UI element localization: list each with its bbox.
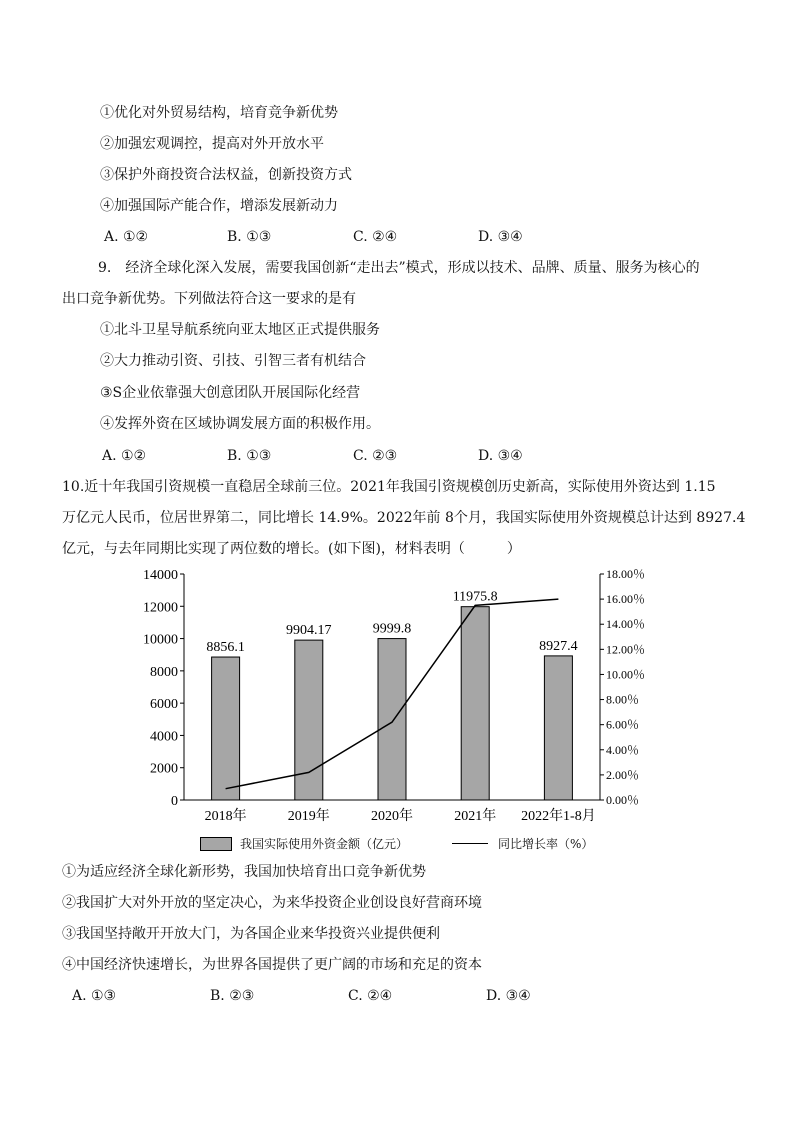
bar-data-label: 9999.8 (372, 621, 412, 637)
y2-tick-label: 6.00％ (606, 717, 640, 732)
y2-tick-label: 18.00％ (606, 567, 646, 581)
q10-option-d: D. ③④ (486, 988, 531, 1004)
y-tick-label: 6000 (150, 697, 178, 713)
q9-item-2: ②大力推动引资、引技、引智三者有机结合 (100, 353, 366, 369)
y2-tick-label: 12.00％ (606, 642, 646, 657)
legend-bar-swatch (200, 837, 232, 851)
q9-option-b: B. ①③ (227, 448, 272, 464)
bar-data-label: 8856.1 (206, 640, 245, 656)
q8-option-a: A. ①② (104, 229, 149, 245)
y2-tick-label: 10.00％ (606, 667, 646, 682)
y-tick-label: 8000 (150, 664, 178, 680)
y-tick-label: 14000 (143, 568, 178, 583)
bar (295, 640, 323, 800)
bar (212, 657, 240, 800)
legend-line-swatch (452, 843, 488, 844)
q10-item-1: ①为适应经济全球化新形势，我国加快培育出口竞争新优势 (62, 864, 426, 880)
q8-option-c: C. ②④ (353, 229, 398, 245)
q9-option-c: C. ②③ (353, 448, 398, 464)
y-tick-label: 0 (171, 794, 178, 809)
q10-item-4: ④中国经济快速增长，为世界各国提供了更广阔的市场和充足的资本 (62, 957, 482, 973)
q10-option-a: A. ①③ (72, 988, 117, 1004)
y-tick-label: 2000 (150, 761, 178, 777)
y2-tick-label: 14.00％ (606, 617, 646, 632)
x-tick-label: 2022年1-8月 (521, 809, 596, 824)
bar (544, 656, 572, 800)
y-tick-label: 4000 (150, 729, 178, 745)
q9-stem-line-2: 出口竞争新优势。下列做法符合这一要求的是有 (62, 291, 356, 307)
legend-bar-label: 我国实际使用外资金额（亿元） (240, 837, 409, 851)
bar-data-label: 9904.17 (286, 623, 332, 639)
q10-item-3: ③我国坚持敞开开放大门，为各国企业来华投资兴业提供便利 (62, 926, 440, 942)
x-tick-label: 2018年 (204, 809, 247, 824)
q10-option-c: C. ②④ (348, 988, 393, 1004)
q9-item-3: ③S企业依靠强大创意团队开展国际化经营 (100, 385, 361, 401)
q9-stem-line-1: 9. 经济全球化深入发展，需要我国创新“走出去”模式，形成以技术、品牌、质量、服务为核心的 (98, 260, 700, 276)
q9-item-4: ④发挥外资在区域协调发展方面的积极作用。 (100, 416, 380, 432)
bar (378, 639, 406, 800)
x-tick-label: 2021年 (454, 809, 497, 824)
q9-option-d: D. ③④ (478, 448, 523, 464)
legend-line-label: 同比增长率（%） (498, 837, 594, 851)
q8-option-b: B. ①③ (227, 229, 272, 245)
q8-item-1: ①优化对外贸易结构，培育竞争新优势 (100, 105, 338, 121)
q10-stem-line-3: 亿元，与去年同期比实现了两位数的增长。(如下图)，材料表明（ ） (62, 541, 521, 557)
y2-tick-label: 4.00％ (606, 742, 640, 757)
y2-tick-label: 16.00％ (606, 592, 646, 607)
x-tick-label: 2020年 (371, 809, 413, 824)
q9-item-1: ①北斗卫星导航系统向亚太地区正式提供服务 (100, 322, 380, 338)
q8-item-2: ②加强宏观调控，提高对外开放水平 (100, 136, 324, 152)
q8-item-3: ③保护外商投资合法权益，创新投资方式 (100, 167, 352, 183)
q10-stem-line-2: 万亿元人民币，位居世界第二，同比增长 14.9%。2022年前 8个月，我国实际使用外资规模总计达到 8927.4 (62, 510, 746, 526)
fdi-chart (130, 562, 670, 860)
y2-tick-label: 8.00％ (606, 692, 640, 707)
x-tick-label: 2019年 (287, 809, 330, 824)
bar-data-label: 11975.8 (452, 589, 498, 605)
q10-option-b: B. ②③ (210, 988, 255, 1004)
y-tick-label: 10000 (143, 632, 178, 648)
q8-item-4: ④加强国际产能合作，增添发展新动力 (100, 198, 338, 214)
y2-tick-label: 0.00％ (606, 793, 640, 807)
fdi-chart-plot (130, 562, 670, 832)
q9-option-a: A. ①② (102, 448, 147, 464)
q10-item-2: ②我国扩大对外开放的坚定决心，为来华投资企业创设良好营商环境 (62, 895, 482, 911)
q8-option-d: D. ③④ (478, 229, 523, 245)
q10-stem-line-1: 10.近十年我国引资规模一直稳居全球前三位。2021年我国引资规模创历史新高，实际使用外资达到 1.15 (62, 479, 716, 495)
y2-tick-label: 2.00％ (606, 767, 640, 782)
bar (461, 607, 489, 800)
y-tick-label: 12000 (143, 600, 178, 616)
bar-data-label: 8927.4 (539, 638, 578, 654)
